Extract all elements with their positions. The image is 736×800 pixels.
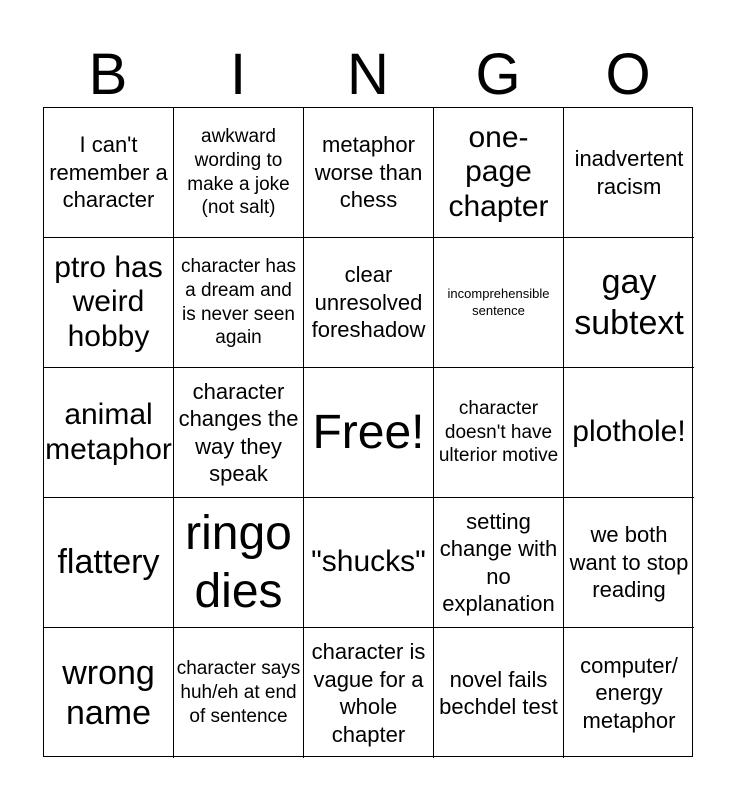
bingo-cell[interactable]: animal metaphor [44,368,174,498]
header-letter-n: N [347,42,389,107]
bingo-cell[interactable]: character doesn't have ulterior motive [434,368,564,498]
bingo-cell[interactable]: plothole! [564,368,694,498]
bingo-cell[interactable]: computer/ energy metaphor [580,652,678,733]
bingo-cell[interactable]: flattery [44,498,174,628]
bingo-cell[interactable]: awkward wording to make a joke (not salt) [174,108,304,238]
bingo-cell[interactable]: "shucks" [304,498,434,628]
bingo-cell[interactable]: metaphor worse than chess [304,108,434,238]
header-letter-o: O [605,42,651,107]
bingo-cell[interactable]: I can't remember a character [44,108,174,238]
bingo-cell[interactable]: clear unresolved foreshadow [304,238,434,368]
header-letter-i: I [229,42,247,107]
bingo-cell[interactable]: wrong name [44,628,174,758]
bingo-cell[interactable]: character is vague for a whole chapter [304,628,434,758]
header-letter-b: B [88,42,128,107]
bingo-cell[interactable]: ptro has weird hobby [44,238,174,368]
bingo-board [43,107,693,757]
bingo-cell[interactable]: we both want to stop reading [564,498,694,628]
bingo-cell[interactable]: ringo dies [174,498,304,628]
bingo-cell[interactable]: incomprehensible sentence [434,238,564,368]
bingo-cell[interactable]: novel fails bechdel test [434,628,564,758]
bingo-cell[interactable]: inadvertent racism [564,108,694,238]
bingo-header [43,40,693,106]
bingo-cell[interactable]: one-page chapter [434,108,564,238]
header-letter-g: G [475,42,521,107]
bingo-cell[interactable]: character changes the way they speak [174,368,304,498]
bingo-cell[interactable]: setting change with no explanation [434,498,564,628]
bingo-cell[interactable]: character has a dream and is never seen again [174,238,304,368]
bingo-cell[interactable]: gay subtext [564,238,694,368]
bingo-cell[interactable]: character says huh/eh at end of sentence [174,628,304,758]
free-space-cell[interactable]: Free! [304,368,434,498]
